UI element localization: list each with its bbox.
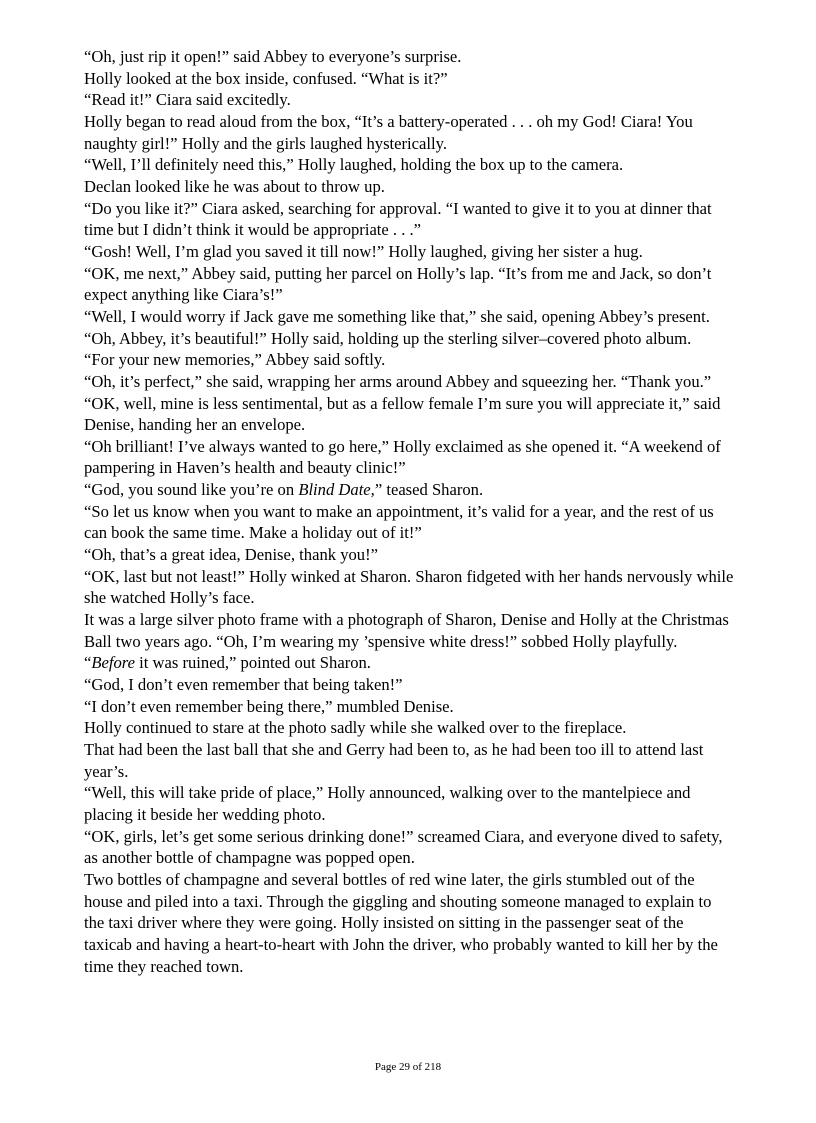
page-number: Page 29 of 218	[374, 1061, 442, 1073]
body-text	[84, 46, 734, 977]
paragraph-text: “I don’t even remember being there,” mumbled Denise.	[84, 696, 454, 716]
paragraph	[84, 371, 734, 393]
paragraph-text: Holly continued to stare at the photo sadly while she walked over to the fireplace.	[84, 718, 627, 738]
paragraph-text: “For your new memories,” Abbey said softly.	[84, 350, 386, 370]
paragraph-text: “God, you sound like you’re on	[84, 480, 299, 500]
paragraph	[84, 566, 734, 609]
paragraph-text: Holly looked at the box inside, confused. “What is it?”	[84, 68, 448, 88]
paragraph	[84, 717, 734, 739]
paragraph-text: It was a large silver photo frame with a photograph of Sharon, Denise and Holly at the Christmas Ball two years ago. “Oh, I’m wearing my ’spensive white dress!” sobbed Holly playfully.	[84, 610, 729, 651]
paragraph	[84, 652, 734, 674]
paragraph	[84, 869, 734, 977]
paragraph	[84, 89, 734, 111]
paragraph-text: “God, I don’t even remember that being taken!”	[84, 675, 403, 695]
paragraph-text: “Well, I’ll definitely need this,” Holly laughed, holding the box up to the camera.	[84, 155, 624, 175]
paragraph	[84, 198, 734, 241]
paragraph-text: Declan looked like he was about to throw up.	[84, 176, 385, 196]
paragraph	[84, 609, 734, 652]
paragraph-text: “Oh, it’s perfect,” she said, wrapping her arms around Abbey and squeezing her. “Thank you.”	[84, 371, 712, 391]
italic-text: Blind Date,	[298, 480, 375, 500]
paragraph-text: “Oh brilliant! I’ve always wanted to go here,” Holly exclaimed as she opened it. “A weekend of pampering in Haven’s health and beauty clinic!”	[84, 436, 721, 478]
paragraph-text: “Gosh! Well, I’m glad you saved it till now!” Holly laughed, giving her sister a hug.	[84, 241, 643, 261]
paragraph-text: “Read it!” Ciara said excitedly.	[84, 90, 291, 110]
paragraph-text: Two bottles of champagne and several bottles of red wine later, the girls stumbled out of the house and piled into a taxi. Through the giggling and shouting someone managed to explain to the taxi driver where they were going. Holly insisted on sitting in the passenger seat of the taxicab and having a heart-to-heart with John the driver, who probably wanted to kill her by the time they reached town.	[84, 869, 718, 976]
paragraph-text: That had been the last ball that she and Gerry had been to, as he had been too ill to attend last year’s.	[84, 740, 704, 781]
paragraph	[84, 349, 734, 371]
paragraph	[84, 696, 734, 718]
paragraph	[84, 739, 734, 782]
paragraph	[84, 46, 734, 68]
paragraph-text: ” teased Sharon.	[374, 480, 484, 500]
paragraph	[84, 826, 734, 869]
paragraph	[84, 154, 734, 176]
paragraph	[84, 544, 734, 566]
paragraph	[84, 306, 734, 349]
paragraph-text: Holly began to read aloud from the box, “It’s a battery-operated . . . oh my God! Ciara! You naughty girl!” Holly and the girls laughed hysterically.	[84, 111, 693, 153]
paragraph	[84, 176, 734, 198]
paragraph-text: “Do you like it?” Ciara asked, searching for approval. “I wanted to give it to you at dinner that time but I didn’t think it would be appropriate . . .”	[84, 198, 712, 240]
paragraph	[84, 241, 734, 263]
paragraph-text: “OK, girls, let’s get some serious drinking done!” screamed Ciara, and everyone dived to safety, as another bottle of champagne was popped open.	[84, 826, 723, 868]
paragraph-text: “Oh, that’s a great idea, Denise, thank you!”	[84, 545, 378, 565]
paragraph-text: “Oh, just rip it open!” said Abbey to everyone’s surprise.	[84, 47, 462, 66]
paragraph-text: “OK, last but not least!” Holly winked at Sharon. Sharon fidgeted with her hands nervously while she watched Holly’s face.	[84, 566, 734, 608]
paragraph	[84, 436, 734, 479]
paragraph	[84, 393, 734, 436]
paragraph	[84, 111, 734, 154]
paragraph-text: “	[84, 653, 92, 673]
paragraph	[84, 68, 734, 90]
paragraph-text: “OK, well, mine is less sentimental, but as a fellow female I’m sure you will appreciate it,” said Denise, handing her an envelope.	[84, 393, 721, 435]
paragraph	[84, 782, 734, 825]
italic-text: Before	[91, 653, 135, 673]
paragraph	[84, 479, 734, 501]
paragraph-text: “Well, I would worry if Jack gave me something like that,” she said, opening Abbey’s present. “Oh, Abbey, it’s beautiful!” Holly said, holding up the sterling silver–covered photo album.	[84, 306, 710, 348]
paragraph-text: “So let us know when you want to make an appointment, it’s valid for a year, and the rest of us can book the same time. Make a holiday out of it!”	[84, 501, 714, 543]
paragraph-text: it was ruined,” pointed out Sharon.	[135, 653, 371, 673]
paragraph	[84, 674, 734, 696]
paragraph-text: “Well, this will take pride of place,” Holly announced, walking over to the mantelpiece and placing it beside her wedding photo.	[84, 783, 691, 824]
paragraph	[84, 263, 734, 306]
paragraph-text: “OK, me next,” Abbey said, putting her parcel on Holly’s lap. “It’s from me and Jack, so don’t expect anything like Ciara’s!”	[84, 263, 712, 305]
paragraph	[84, 501, 734, 544]
